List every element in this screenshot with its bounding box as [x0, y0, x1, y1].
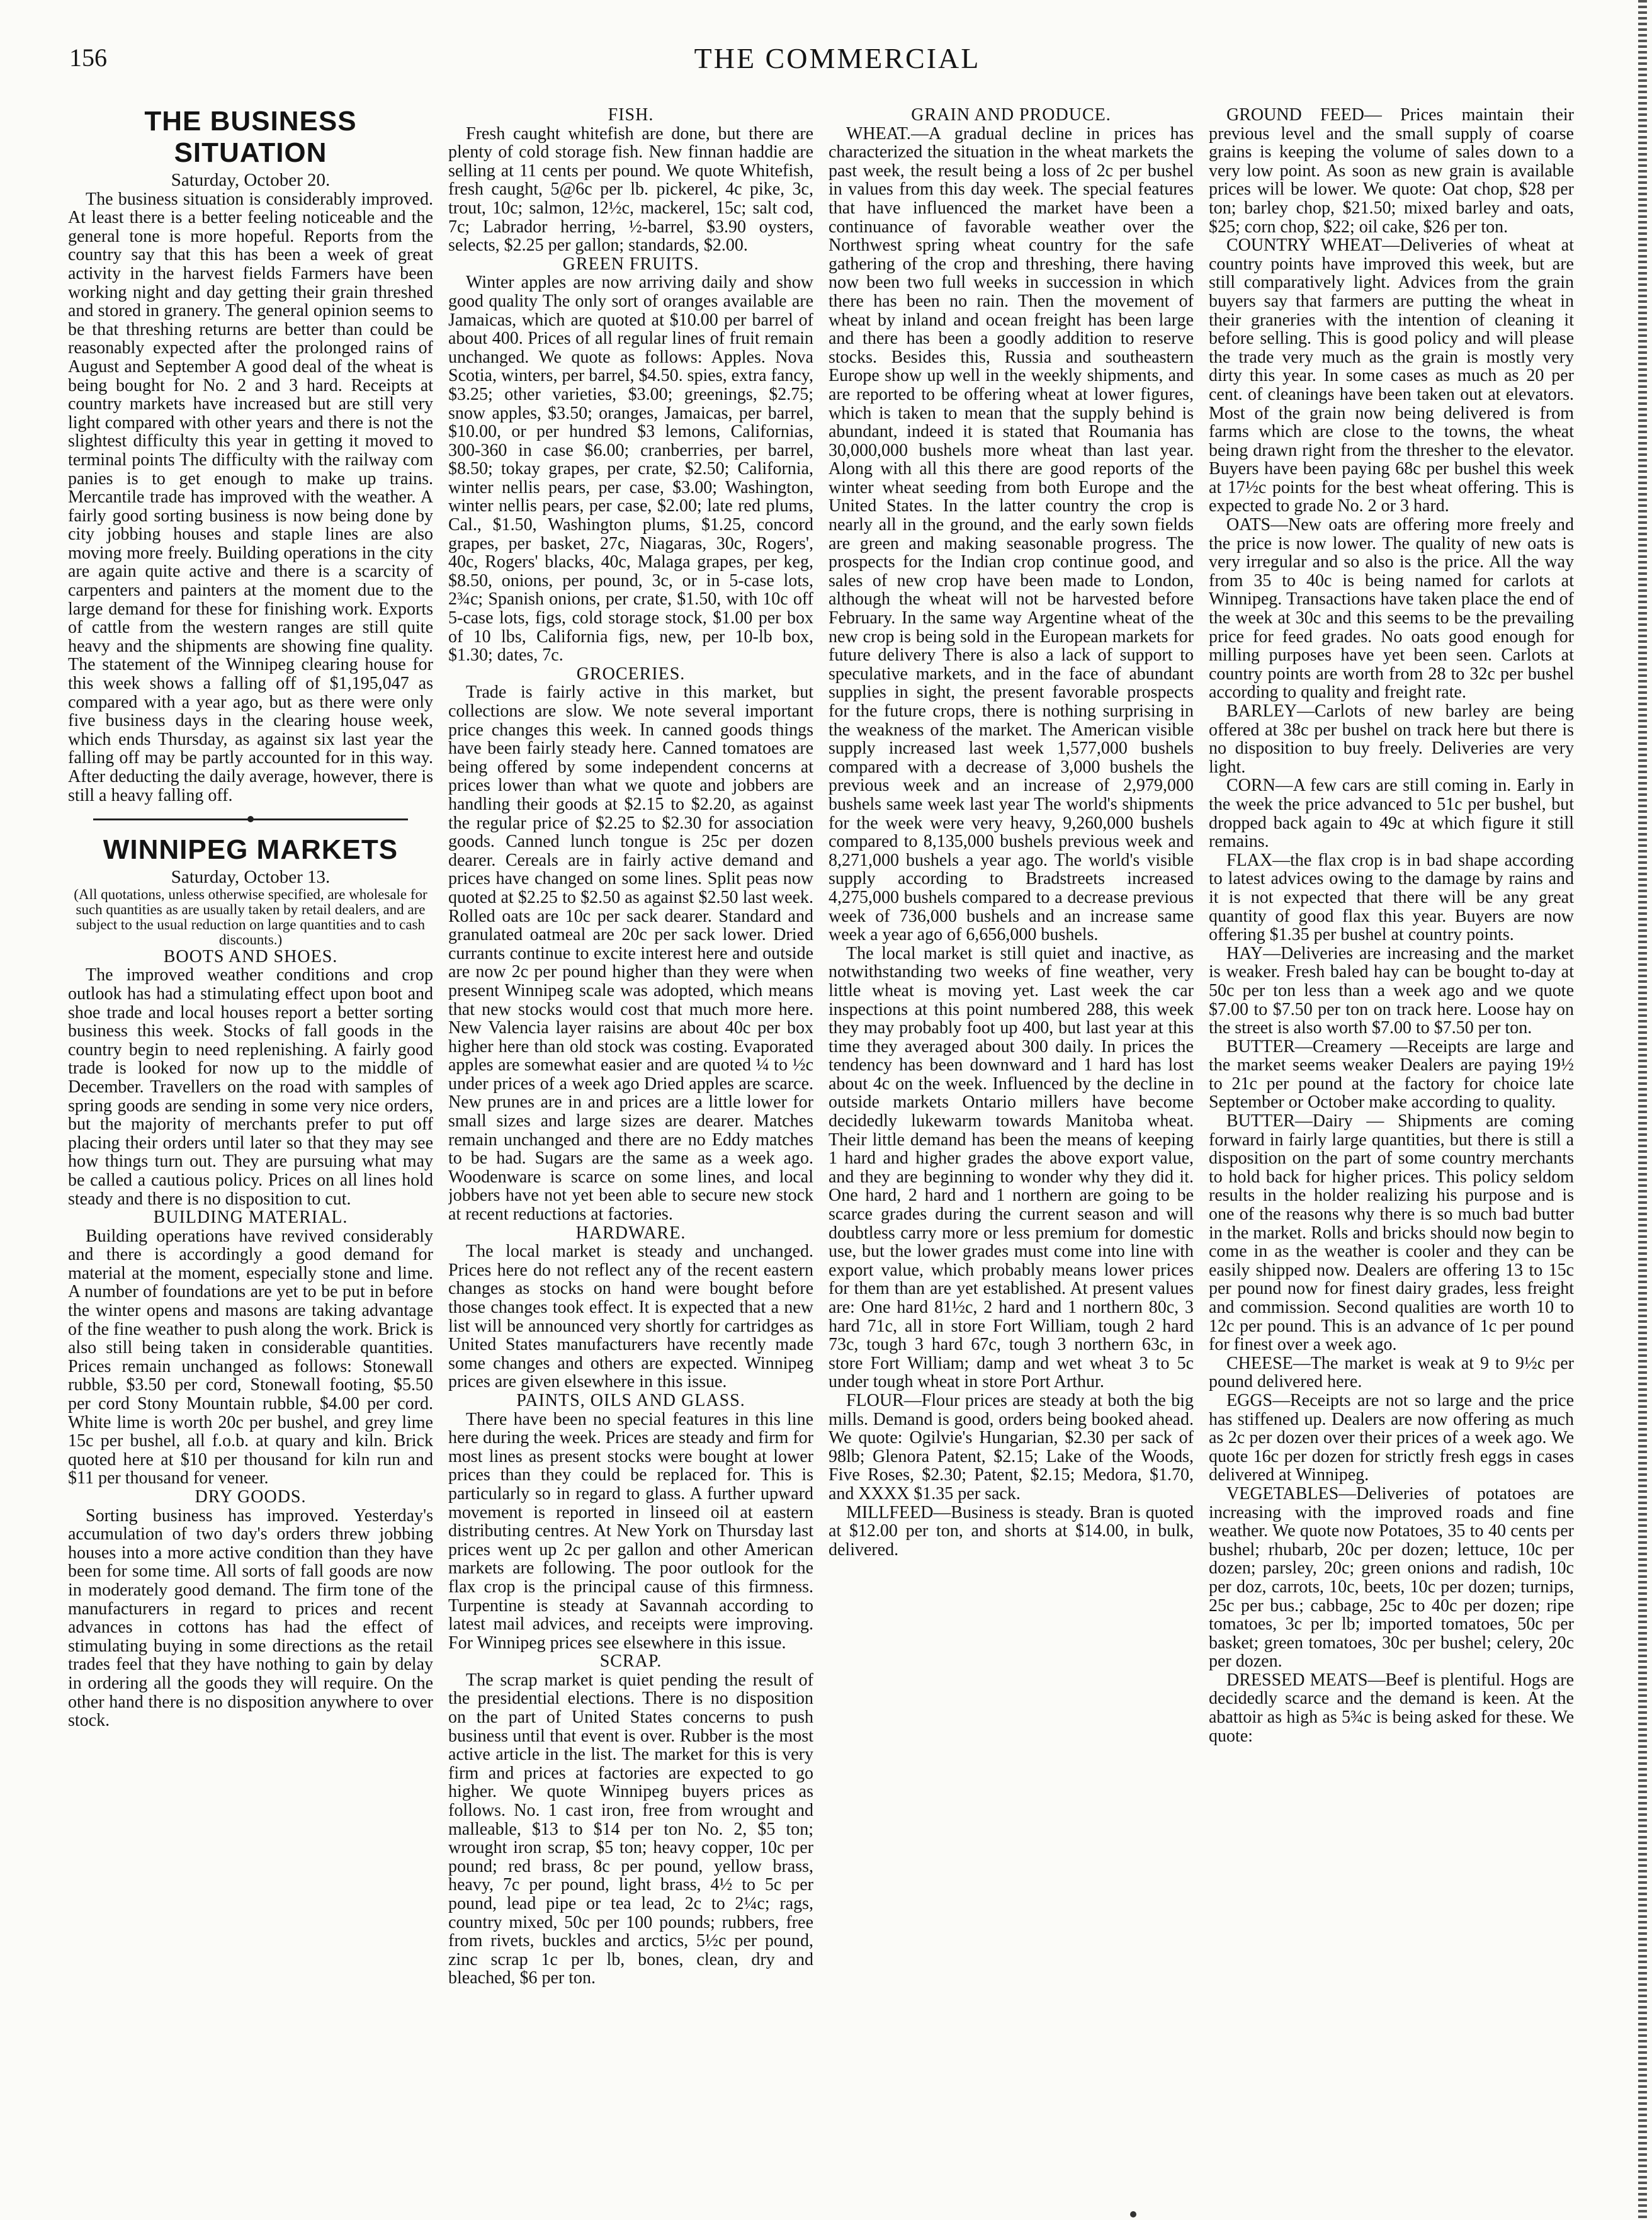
vegetables-text: VEGETABLES—Deliveries of potatoes are increasing with the improved roads and fine weather. We quote now Potatoes, 35 to 40 cents per bushel; rhubarb, 20c per dozen; lettuce, 10c per dozen; parsley, 20c; green onions and radish, 10c per doz, carrots, 10c, beets, 10c per dozen; turnips, 25c per bus.; cabbage, 25c to 40c per dozen; ripe tomatoes, 3c per lb; imported tomatoes, 50c per basket; green tomatoes, 30c per bushel; celery, 20c per dozen. — [1209, 1483, 1574, 1672]
grain-and-produce-title: GRAIN AND PRODUCE. — [911, 106, 1111, 125]
winnipeg-markets-heading: WINNIPEG MARKETS — [103, 834, 399, 866]
butter-dairy-text: BUTTER—Dairy — Shipments are coming forward in fairly large quantities, but there is still a disposition on the part of some country merchants to hold back for higher prices. This policy seldom results in the holder realizing his purpose and is one of the reasons why there is so much bad butter in the market. Rolls and bricks should now begin to come in as the weather is cooler and they can be easily shipped now. Dealers are offering 13 to 15c per pound now for finest dairy grades, less freight and commission. Second qualities are worth 10 to 12c per pound. This is an advance of 1c per pound for finest over a week ago. — [1209, 1111, 1574, 1355]
green-fruits-title: GREEN FRUITS. — [562, 254, 699, 274]
dry-goods-text: Sorting business has improved. Yesterday's accumulation of two day's orders threw jobbing houses into a more active condition than they have been for some time. All sorts of fall goods are now in moderately good demand. The firm tone of the manufacturers in regard to prices and recent advances in cottons has had the effect of stimulating buying in some directions as the retail trades feel that they have nothing to gain by delay in ordering all the goods they will require. On the other hand there is no disposition anywhere to over stock. — [68, 1505, 433, 1731]
eggs-text: EGGS—Receipts are not so large and the price has stiffened up. Dealers are now offering as much as 2c per dozen over their prices of a week ago. We quote 16c per dozen for strictly fresh eggs in cases delivered at Winnipeg. — [1209, 1390, 1574, 1485]
scanned-page-edge — [1638, 0, 1647, 2220]
millfeed-text: MILLFEED—Business is steady. Bran is quoted at $12.00 per ton, and shorts at $14.00, in bulk, delivered. — [829, 1502, 1194, 1560]
fish-text: Fresh caught whitefish are done, but there are plenty of cold storage fish. New finnan haddie are selling at 11 cents per pound. We quote Whitefish, fresh caught, 5@6c per lb. pickerel, 4c pike, 3c, trout, 10c; salmon, 12½c, mackerel, 15c; salt cod, 7c; Labrador herring, ½-barrel, $3.90 oysters, selects, $2.25 per gallon; standards, $2.00. — [448, 123, 813, 256]
dressed-meats-text: DRESSED MEATS—Beef is plentiful. Hogs are decidedly scarce and the demand is keen. At the abattoir as high as 5¾c is being asked for these. We quote: — [1209, 1670, 1574, 1746]
flax-text: FLAX—the flax crop is in bad shape according to latest advices owing to the damage by rains and it is not expected that there will be any great quantity of good flax this year. Buyers are now offering $1.35 per bushel at country points. — [1209, 850, 1574, 945]
building-material-title: BUILDING MATERIAL. — [153, 1208, 348, 1228]
page-number: 156 — [69, 43, 107, 72]
scrap-title: SCRAP. — [599, 1651, 662, 1672]
dry-goods-title: DRY GOODS. — [195, 1487, 307, 1507]
flour-text: FLOUR—Flour prices are steady at both the big mills. Demand is good, orders being booked ahead. We quote: Ogilvie's Hungarian, $2.30 per sack of 98lb; Glenora Patent, $2.15; Lake of the Woods, Five Roses, $2.30; Patent, $2.15; Medora, $1.70, and XXXX $1.35 per sack. — [829, 1390, 1194, 1504]
boots-and-shoes-title: BOOTS AND SHOES. — [163, 946, 338, 966]
boots-and-shoes-text: The improved weather conditions and crop outlook has had a stimulating effect upon boot and shoe trade and local houses report a better sorting business this week. Stocks of fall goods in the country begin to need replenishing. A fairly good trade is looked for now up to the middle of December. Travellers on the road with samples of spring goods are sending in some very nice orders, but the majority of merchants prefer to put off placing their orders until later so that they may see how things turn out. They are pursuing what may be called a cautious policy. Prices on all lines hold steady and there is no disposition to cut. — [68, 965, 433, 1209]
barley-text: BARLEY—Carlots of new barley are being offered at 38c per bushel on track here but there is no disposition to buy freely. Deliveries are very light. — [1209, 701, 1574, 777]
butter-creamery-text: BUTTER—Creamery —Receipts are large and the market seems weaker Dealers are paying 19½ to 21c per pound at the factory for choice late September or October make according to quality. — [1209, 1036, 1574, 1113]
hardware-text: The local market is steady and unchanged. Prices here do not reflect any of the recent eastern changes as stocks on hand were bought before those changes took effect. It is expected that a new list will be announced very shortly for cartridges as United States manufacturers have recently made some changes and others are expected. Winnipeg prices are given elsewhere in this issue. — [448, 1242, 813, 1392]
column-3 — [829, 106, 1194, 2196]
corn-text: CORN—A few cars are still coming in. Early in the week the price advanced to 51c per bushel, but dropped back again to 49c at which figure it still remains. — [1209, 776, 1574, 852]
paints-oils-glass-title: PAINTS, OILS AND GLASS. — [516, 1390, 745, 1410]
print-dot-mark — [1130, 2211, 1136, 2217]
business-situation-heading: THE BUSINESS SITUATION — [144, 106, 357, 168]
winnipeg-markets-dateline: Saturday, October 13. — [171, 867, 331, 888]
section-divider — [93, 818, 408, 820]
page-header — [69, 37, 1605, 87]
green-fruits-text: Winter apples are now arriving daily and show good quality The only sort of oranges available are Jamaicas, which are quoted at $10.00 per barrel of about 400. Prices of all regular lines of fruit remain unchanged. We quote as follows: Apples. Nova Scotia, winters, per barrel, $4.50. spies, extra fancy, $3.25; other varieties, $3.00; greenings, $2.75; snow apples, $3.50; oranges, Jamaicas, per barrel, $10.00, or per hundred $3 lemons, Californias, 300-360 in case $6.00; cranberries, per barrel, $8.50; tokay grapes, per crate, $2.50; California, winter nellis pears, per case, $3.00; Washington, winter nellis pears, per case, $2.00; late red plums, Cal., $1.50, Washington plums, $1.25, concord grapes, per basket, 27c, Niagaras, 30c, Rogers', 40c, Rogers' blacks, 40c, Malaga grapes, per keg, $8.50, onions, per pound, 3c, or in 5-case lots, 2¾c; Spanish onions, per crate, $1.50, with 10c off 5-case lots, figs, cold storage stock, $1.00 per box of 10 lbs, California figs, new, per 10-lb box, $1.30; dates, 7c. — [448, 273, 813, 665]
country-wheat-text: COUNTRY WHEAT—Deliveries of wheat at country points have improved this week, but are still comparatively light. Advices from the grain buyers say that farmers are putting the wheat in their graneries with the intention of cleaning it before selling. This is good policy and will please the trade very much as the grain is mostly very dirty this year. In some cases as much as 20 per cent. of cleanings have been taken out at elevators. Most of the grain now being delivered is from farms which are close to the towns, the wheat being drawn right from the thresher to the elevator. Buyers have been paying 68c per bushel this week at 17½c points for the best wheat offering. This is expected to grade No. 2 or 3 hard. — [1209, 235, 1574, 516]
running-title: THE COMMERCIAL — [694, 42, 981, 74]
wheat-text: WHEAT.—A gradual decline in prices has characterized the situation in the wheat markets the past week, the result being a loss of 2c per bushel in values from this day week. The special features that have influenced the market have been a continuance of favorable weather over the Northwest spring wheat country for the safe gathering of the crop and threshing, there having now been two full weeks in succession in which there has been no rain. Then the movement of wheat by inland and ocean freight has been large and there has been a goodly addition to reserve stocks. Besides this, Russia and southeastern Europe show up well in the weekly shipments, and are reported to be offering wheat at lower figures, which is taken to mean that the supply behind is abundant, indeed it is stated that Roumania has 30,000,000 bushels more wheat than last year. Along with all this there are good reports of the winter wheat seeding from both Europe and the United States. In the latter country the crop is nearly all in the ground, and the early sown fields are green and making seasonable progress. The prospects for the Indian crop continue good, and sales of new crop have been made to London, although the wheat will not be harvested before February. In the same way Argentine wheat of the new crop is being sold in the European markets for future delivery There is also a lack of support to speculative markets, and in the face of abundant supplies in sight, the present favorable prospects for the future crops, there is nothing surprising in the weakness of the market. The American visible supply increased last week 1,577,000 bushels compared with a decrease of 3,000 bushels the previous week and an increase of 2,979,000 bushels same week last year The world's shipments for the week were very heavy, 9,260,000 bushels compared to 8,135,000 bushels previous week and 8,271,000 bushels a year ago. The world's visible supply according to Bradstreets increased 4,275,000 bushels compared to a decrease previous week of 736,000 bushels and an increase same week a year ago of 6,656,000 bushels. — [829, 123, 1194, 945]
groceries-title: GROCERIES. — [576, 664, 686, 684]
oats-text: OATS—New oats are offering more freely and the price is now lower. The quality of new oats is very irregular and so also is the price. All the way from 35 to 40c is being named for carlots at Winnipeg. Transactions have taken place the end of the week at 30c and this seems to be the prevailing price for feed grades. No oats good enough for milling purposes have yet been seen. Carlots at country points are worth from 28 to 32c per bushel according to quality and freight rate. — [1209, 515, 1574, 703]
cheese-text: CHEESE—The market is weak at 9 to 9½c per pound delivered here. — [1209, 1353, 1574, 1392]
wheat-local-market-text: The local market is still quiet and inactive, as notwithstanding two weeks of fine weather, very little wheat is moving yet. Last week the car inspections at this point numbered 288, this week they may probably foot up 400, but last year at this time they averaged about 300 daily. In prices the tendency has been downward and 1 hard has lost about 4c on the week. Influenced by the decline in outside markets Ontario millers have become decidedly lukewarm towards Manitoba wheat. Their little demand has been the means of keeping 1 hard and higher grades the above export value, and they are beginning to wonder why they did it. One hard, 2 hard and 1 northern are going to be scarce grades during the current season and will doubtless carry more or less premium for domestic use, but the lower grades must come into line with export value, which probably means lower prices for them than are yet established. At present values are: One hard 81½c, 2 hard and 1 northern 80c, 3 hard 71c, all in store Fort William, tough 2 hard 73c, tough 3 hard 67c, tough 3 northern 63c, in store Fort William; damp and wet wheat 3 to 5c under tough wheat in store Port Arthur. — [829, 943, 1194, 1392]
fish-title: FISH. — [608, 106, 654, 125]
business-situation-text: The business situation is considerably improved. At least there is a better feeling noticeable and the general tone is more hopeful. Reports from the country say that this has been a week of great activity in the harvest fields Farmers have been working night and day getting their grain threshed and stored in granery. The general opinion seems to be that threshing returns are better than could be reasonably expected after the prolonged rains of August and September A good deal of the wheat is being bought for No. 2 and 3 hard. Receipts at country markets have increased but are still very light compared with other years and there is not the slightest difficulty this year in getting it moved to terminal points The difficulty with the railway com panies is to get enough to make up trains. Mercantile trade has improved with the weather. A fairly good sorting business is now being done by city jobbing houses and staple lines are also moving more freely. Building operations in the city are again quite active and there is a scarcity of carpenters and painters at the moment due to the large demand for these for finishing work. Exports of cattle from the western ranges are still quite heavy and the shipments are showing fine quality. The statement of the Winnipeg clearing house for this week shows a falling off of $1,195,047 as compared with a year ago, but as there were only five business days in the clearing house week, which ends Thursday, as against six last year the falling off may be partly accounted for in this way. After deducting the daily average, however, there is still a heavy falling off. — [68, 189, 433, 805]
business-situation-dateline: Saturday, October 20. — [171, 170, 331, 190]
hay-text: HAY—Deliveries are increasing and the market is weaker. Fresh baled hay can be bought to-day at 50c per ton less than a week ago and we quote $7.00 to $7.50 per ton on track here. Loose hay on the street is also worth $7.00 to $7.50 per ton. — [1209, 943, 1574, 1038]
quotations-note: (All quotations, unless otherwise specified, are wholesale for such quantities as are usually taken by retail dealers, and are subject to the usual reduction on large quantities and to cash discounts.) — [74, 886, 427, 948]
building-material-text: Building operations have revived considerably and there is accordingly a good demand for material at the moment, especially stone and lime. A number of foundations are yet to be put in before the winter opens and masons are taking advantage of the fine weather to push along the work. Brick is also still being taken in considerable quantities. Prices remain unchanged as follows: Stonewall rubble, $3.50 per cord, Stonewall footing, $5.50 per cord Stony Mountain rubble, $4.00 per cord. White lime is worth 20c per bushel, and grey lime 15c per bushel, all f.o.b. at quary and kiln. Brick quoted here at $10 per thousand for kiln run and $11 per thousand for veneer. — [68, 1226, 433, 1488]
column-1 — [68, 106, 433, 2196]
column-4 — [1209, 106, 1574, 2196]
scrap-text: The scrap market is quiet pending the result of the presidential elections. There is no disposition on the part of United States concerns to push business until that event is over. Rubber is the most active article in the list. The market for this is very firm and prices at factories are expected to go higher. We quote Winnipeg buyers prices as follows. No. 1 cast iron, free from wrought and malleable, $13 to $14 per ton No. 2, $5 ton; wrought iron scrap, $5 ton; heavy copper, 10c per pound; red brass, 8c per pound, yellow brass, heavy, 7c per pound, light brass, 4½ to 5c per pound, lead pipe or tea lead, 2c to 2¼c; rags, country mixed, 50c per 100 pounds; rubbers, free from rivets, buckles and arctics, 5½c per pound, zinc scrap 1c per lb, bones, clean, dry and bleached, $6 per ton. — [448, 1670, 813, 1988]
paints-oils-glass-text: There have been no special features in this line here during the week. Prices are steady and firm for most lines as present stocks were bought at lower prices than they could be replaced for. This is particularly so in regard to glass. A further upward movement is reported in linseed oil at eastern distributing centres. At New York on Thursday last prices went up 2c per gallon and other American markets are following. The poor outlook for the flax crop is the principal cause of this firmness. Turpentine is steady at Savannah according to latest mail advices, and receipts were improving. For Winnipeg prices see elsewhere in this issue. — [448, 1409, 813, 1653]
groceries-text: Trade is fairly active in this market, but collections are slow. We note several important price changes this week. In canned goods things have been fairly steady here. Canned tomatoes are being offered by some independent concerns at prices lower than what we quote and jobbers are handling their goods at $2.15 to $2.20, as against the regular price of $2.25 to $2.30 for association goods. Canned lunch tongue is 25c per dozen dearer. Cereals are in fairly active demand and prices have changed on some lines. Split peas now quoted at $2.25 to $2.50 as against $2.50 last week. Rolled oats are 10c per sack dearer. Standard and granulated oatmeal are 20c per sack lower. Dried currants continue to excite interest here and outside are now 2c per pound higher than they were when present Winnipeg scale was adopted, which means that new stocks would cost that much more here. New Valencia layer raisins are about 40c per box higher here than old stock was costing. Evaporated apples are somewhat easier and are quoted ¼ to ½c under prices of a week ago Dried apples are scarce. New prunes are in and prices are a little lower for small sizes and large sizes are dearer. Matches remain unchanged and there are no Eddy matches to be had. Sugars are the same as a week ago. Woodenware is scarce on some lines, and local jobbers have not yet been able to secure new stock at recent reductions at factories. — [448, 682, 813, 1225]
column-2 — [448, 106, 813, 2196]
ground-feed-text: GROUND FEED— Prices maintain their previous level and the small supply of coarse grains is keeping the volume of sales down to a very low point. As soon as new grain is available prices will be lower. We quote: Oat chop, $28 per ton; barley chop, $21.50; mixed barley and oats, $25; corn chop, $22; oil cake, $26 per ton. — [1209, 106, 1574, 237]
hardware-title: HARDWARE. — [575, 1223, 686, 1243]
